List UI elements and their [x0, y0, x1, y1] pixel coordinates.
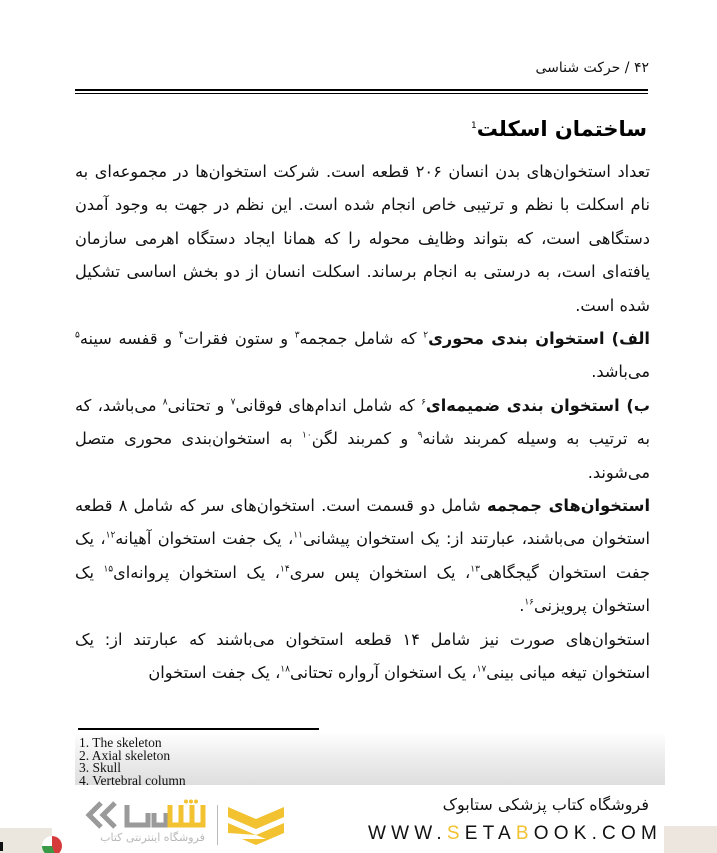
double-chevron-left-icon: [84, 800, 124, 830]
text-run: و قفسه سینه: [79, 329, 179, 349]
paragraph-face: [75, 623, 650, 690]
section-title: [471, 117, 647, 141]
footnote-ref: ۷: [230, 397, 236, 408]
footnote-ref: ۱۰: [302, 430, 312, 441]
text-run: .: [519, 596, 525, 616]
running-header: ۴۲ / حرکت شناسی: [535, 60, 649, 76]
term-skull-bones: استخوان‌های جمجمه: [487, 496, 650, 516]
body-text: [75, 155, 650, 690]
text-run: که شامل اندام‌های فوقانی: [235, 395, 422, 415]
url-part: OOK.COM: [533, 823, 662, 844]
logo-divider: [217, 805, 218, 845]
section-title-text: ساختمان اسکلت: [476, 117, 647, 141]
footnote-ref: ۱۱: [293, 531, 303, 542]
footnote-ref: ۱۶: [524, 597, 535, 608]
colored-circle-icon: [42, 836, 62, 853]
text-run: ، یک استخوان پروانه‌ای: [113, 562, 281, 582]
text-run: و ستون فقرات: [183, 329, 295, 349]
footnote-item: 2. Axial skeleton: [79, 747, 171, 763]
footnote-ref: ۶: [421, 397, 426, 408]
text-run: ، یک جفت استخوان گیجگاهی: [75, 529, 651, 582]
footnote-ref: ۲: [423, 330, 429, 341]
url-part: WWW.: [368, 823, 447, 844]
footnote-ref: 1: [470, 121, 477, 131]
footnote-ref: ۸: [162, 397, 168, 408]
setabook-wordmark-logo: [124, 799, 206, 831]
header-double-rule: [75, 89, 648, 94]
footnotes-list: [79, 737, 379, 785]
term-appendicular: ب) استخوان بندی ضمیمه‌ای: [425, 395, 650, 415]
footnote-ref: ۹: [417, 430, 423, 441]
text-run: و تحتانی: [167, 395, 231, 415]
text-run: می‌باشد.: [591, 362, 650, 382]
footnote-ref: ۱۳: [470, 564, 480, 575]
footnote-ref: ۵: [75, 330, 80, 341]
text-run: می‌باشد، که به ترتیب به وسیله کمربند شانه: [75, 395, 650, 449]
text-run: و کمربند لگن: [311, 429, 418, 449]
footnote-ref: ۱۲: [105, 531, 116, 542]
footnote-ref: ۱۵: [103, 564, 114, 575]
footnote-ref: ۳: [294, 330, 300, 341]
paragraph-appendicular: [75, 389, 650, 489]
text-run: یک استخوان پرویزنی: [75, 562, 650, 616]
text-run: ، یک استخوان پس سری: [289, 562, 471, 582]
footnote-ref: ۱۸: [280, 664, 290, 675]
text-run: به استخوان‌بندی محوری متصل می‌شوند.: [75, 429, 650, 482]
text-run: ، یک استخوان آرواره تحتانی: [289, 663, 477, 683]
paragraph-axial: [75, 322, 650, 389]
text-run: ، یک جفت استخوان آهیانه: [115, 529, 294, 549]
footnote-separator: [78, 728, 319, 730]
footnote-ref: ۱۷: [476, 664, 487, 675]
footnote-item: 4. Vertebral column: [79, 772, 186, 785]
url-part-highlight: S: [446, 823, 465, 844]
footnote-ref: ۴: [178, 330, 184, 341]
url-part: ETA: [464, 823, 516, 844]
footnote-item: 1. The skeleton: [79, 737, 162, 750]
text-run: که شامل جمجمه: [299, 329, 424, 349]
edge-mark: [0, 842, 3, 851]
text-run: ، یک جفت استخوان: [148, 663, 281, 683]
text-run: شامل دو قسمت است. استخوان‌های سر که شامل ۸ قطعه استخوان می‌باشند، عبارتند از: یک استخوان پیشانی: [75, 496, 650, 549]
logo-tagline: فروشگاه اینترنتی کتاب: [100, 831, 205, 844]
paragraph-skull: [75, 489, 650, 623]
store-url-link[interactable]: [368, 823, 662, 845]
setabook-chevron-mark-icon: [226, 805, 286, 849]
text-run: استخوان‌های صورت نیز شامل ۱۴ قطعه استخوان می‌باشند که عبارتند از: یک استخوان تیغه میانی بینی: [75, 629, 650, 683]
footnote-ref: ۱۴: [280, 564, 290, 575]
background-edge-right: [664, 826, 717, 853]
background-edge-left: [0, 828, 52, 853]
url-part-highlight: B: [515, 823, 534, 844]
term-axial: الف) استخوان بندی محوری: [428, 329, 650, 349]
footnote-item: 3. Skull: [79, 760, 122, 776]
paragraph-intro: تعداد استخوان‌های بدن انسان ۲۰۶ قطعه است. شرکت استخوان‌ها در مجموعه‌ای به نام اسکلت با نظم و ترتیبی خاص انجام شده است. این نظم در جهت به وجود آمدن دستگاهی است، که بتواند وظایف محوله را که همانا ایجاد دستگاه اهرمی سازمان یافته‌ای است، به درستی به انجام برساند. اسکلت انسان از دو بخش اساسی تشکیل شده است.: [75, 162, 650, 315]
store-name: فروشگاه کتاب پزشکی ستابوک: [442, 795, 649, 814]
